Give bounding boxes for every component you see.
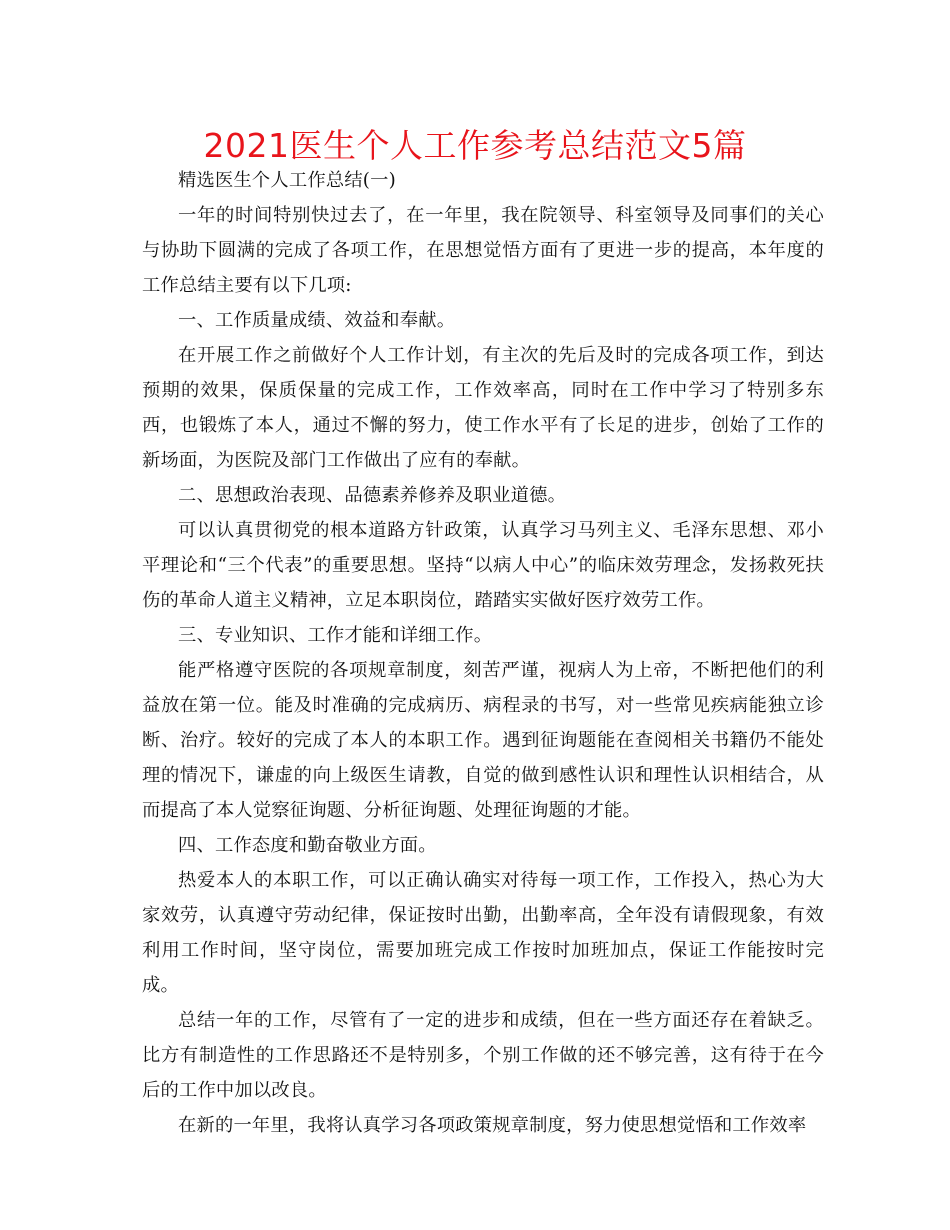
- paragraph: 一年的时间特别快过去了，在一年里，我在院领导、科室领导及同事们的关心与协助下圆满的完成了各项工作，在思想觉悟方面有了更进一步的提高，本年度的工作总结主要有以下几项:: [142, 205, 824, 296]
- paragraph: 能严格遵守医院的各项规章制度，刻苦严谨，视病人为上帝，不断把他们的利益放在第一位。能及时准确的完成病历、病程录的书写，对一些常见疾病能独立诊断、治疗。较好的完成了本人的本职工作。遇到征询题能在查阅相关书籍仍不能处理的情况下，谦虚的向上级医生请教，自觉的做到感性认识和理性认识相结合，从而提高了本人觉察征询题、分析征询题、处理征询题的才能。: [142, 660, 824, 821]
- section-heading: 精选医生个人工作总结(一): [178, 170, 396, 191]
- section-heading: 一、工作质量成绩、效益和奉献。: [178, 310, 456, 331]
- paragraph: 在新的一年里，我将认真学习各项政策规章制度，努力使思想觉悟和工作效率: [178, 1115, 807, 1136]
- section-heading: 三、专业知识、工作才能和详细工作。: [178, 625, 493, 646]
- section-heading: 二、思想政治表现、品德素养修养及职业道德。: [178, 485, 567, 506]
- paragraph: 在开展工作之前做好个人工作计划，有主次的先后及时的完成各项工作，到达预期的效果，保质保量的完成工作，工作效率高，同时在工作中学习了特别多东西，也锻炼了本人，通过不懈的努力，使工作水平有了长足的进步，创始了工作的新场面，为医院及部门工作做出了应有的奉献。: [142, 345, 824, 471]
- document-body: [142, 163, 824, 1143]
- paragraph: 可以认真贯彻党的根本道路方针政策，认真学习马列主义、毛泽东思想、邓小平理论和“三个代表”的重要思想。坚持“以病人中心”的临床效劳理念，发扬救死扶伤的革命人道主义精神，立足本职岗位，踏踏实实做好医疗效劳工作。: [142, 520, 824, 611]
- section-heading: 四、工作态度和勤奋敬业方面。: [178, 835, 437, 856]
- document-title: 2021医生个人工作参考总结范文5篇: [203, 126, 747, 165]
- paragraph: 总结一年的工作，尽管有了一定的进步和成绩，但在一些方面还存在着缺乏。比方有制造性的工作思路还不是特别多，个别工作做的还不够完善，这有待于在今后的工作中加以改良。: [142, 1010, 824, 1101]
- paragraph: 热爱本人的本职工作，可以正确认确实对待每一项工作，工作投入，热心为大家效劳，认真遵守劳动纪律，保证按时出勤，出勤率高，全年没有请假现象，有效利用工作时间，坚守岗位，需要加班完成工作按时加班加点，保证工作能按时完成。: [142, 870, 824, 996]
